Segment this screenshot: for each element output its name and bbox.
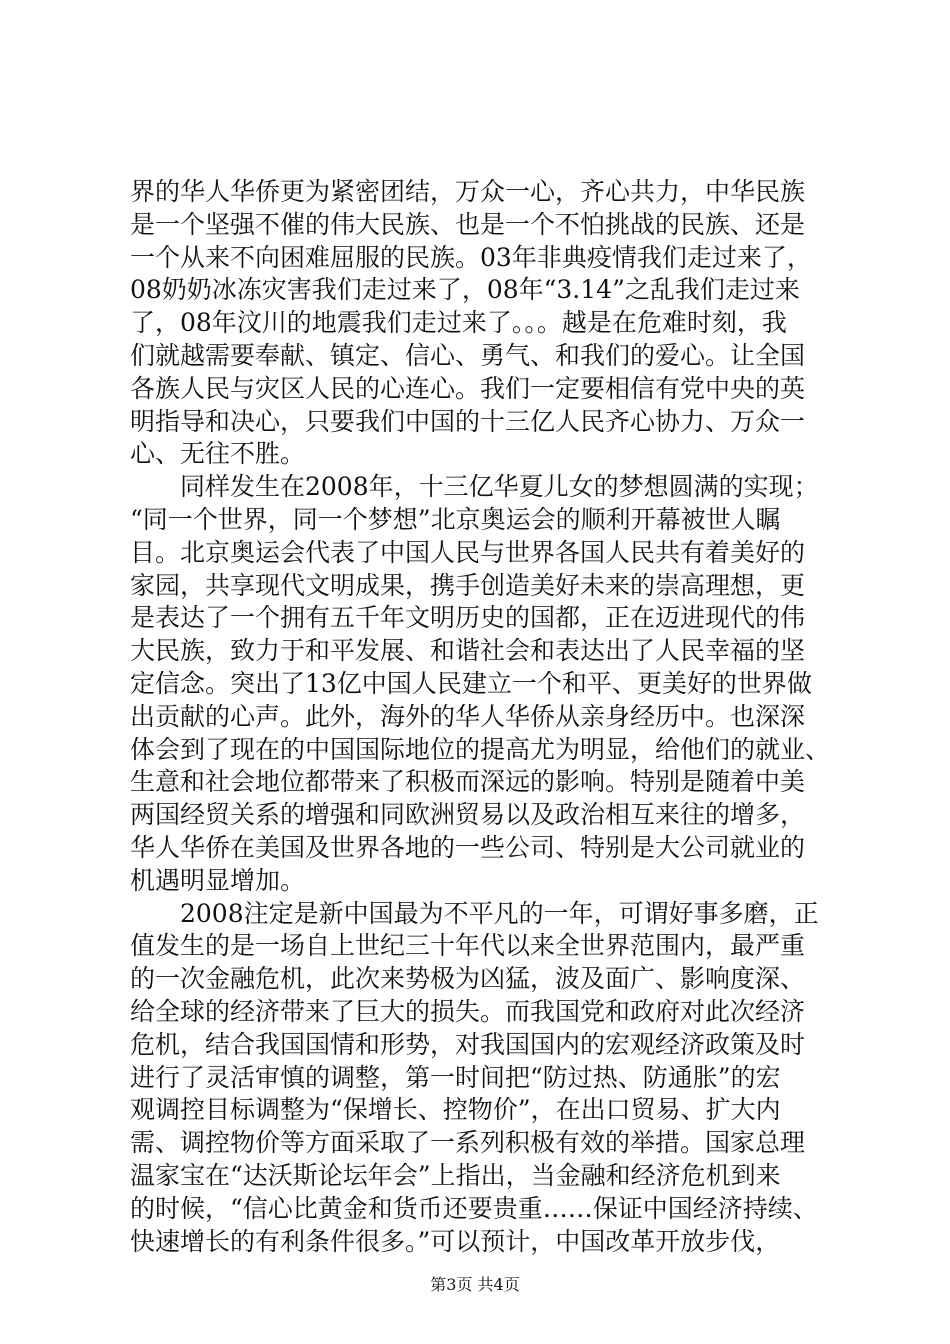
text-line: 同样发生在2008年，十三亿华夏儿女的梦想圆满的实现； xyxy=(130,472,819,502)
text-line: 了，08年汶川的地震我们走过来了。。。越是在危难时刻，我 xyxy=(130,308,787,338)
text-line: 家园，共享现代文明成果，携手创造美好未来的崇高理想，更 xyxy=(130,570,806,600)
text-line: 出贡献的心声。此外，海外的华人华侨从亲身经历中。也深深 xyxy=(130,701,806,731)
text-line: 大民族，致力于和平发展、和谐社会和表达出了人民幸福的坚 xyxy=(130,636,806,666)
body-text xyxy=(130,176,844,1258)
text-line: 定信念。突出了13亿中国人民建立一个和平、更美好的世界做 xyxy=(130,668,812,698)
text-line: “同一个世界，同一个梦想”北京奥运会的顺利开幕被世人瞩 xyxy=(130,504,781,534)
text-line: 需、调控物价等方面采取了一系列积极有效的举措。国家总理 xyxy=(130,1128,806,1158)
text-line: 机遇明显增加。 xyxy=(130,865,306,895)
text-line: 各族人民与灾区人民的心连心。我们一定要相信有党中央的英 xyxy=(130,373,806,403)
text-line: 们就越需要奉献、镇定、信心、勇气、和我们的爱心。让全国 xyxy=(130,340,806,370)
page-footer: 第3页 共4页 xyxy=(430,1275,520,1294)
text-line: 一个从来不向困难屈服的民族。03年非典疫情我们走过来了， xyxy=(130,242,812,272)
text-line: 体会到了现在的中国国际地位的提高尤为明显，给他们的就业、 xyxy=(130,734,831,764)
text-line: 是表达了一个拥有五千年文明历史的国都，正在迈进现代的伟 xyxy=(130,603,806,633)
text-line: 生意和社会地位都带来了积极而深远的影响。特别是随着中美 xyxy=(130,767,806,797)
text-line: 2008注定是新中国最为不平凡的一年，可谓好事多磨，正 xyxy=(130,898,819,928)
text-line: 给全球的经济带来了巨大的损失。而我国党和政府对此次经济 xyxy=(130,996,806,1026)
text-line: 快速增长的有利条件很多。”可以预计，中国改革开放步伐， xyxy=(130,1226,781,1256)
text-line: 进行了灵活审慎的调整，第一时间把“防过热、防通胀”的宏 xyxy=(130,1062,781,1092)
text-line: 心、无往不胜。 xyxy=(130,439,306,469)
text-line: 温家宝在“达沃斯论坛年会”上指出，当金融和经济危机到来 xyxy=(130,1160,781,1190)
text-line: 观调控目标调整为“保增长、控物价”，在出口贸易、扩大内 xyxy=(130,1095,781,1125)
text-line: 危机，结合我国国情和形势，对我国国内的宏观经济政策及时 xyxy=(130,1029,806,1059)
text-line: 的一次金融危机，此次来势极为凶猛，波及面广、影响度深、 xyxy=(130,964,806,994)
text-line: 08奶奶冰冻灾害我们走过来了，08年“3.14”之乱我们走过来 xyxy=(130,275,800,305)
text-line: 值发生的是一场自上世纪三十年代以来全世界范围内，最严重 xyxy=(130,931,806,961)
text-line: 华人华侨在美国及世界各地的一些公司、特别是大公司就业的 xyxy=(130,832,806,862)
text-line: 两国经贸关系的增强和同欧洲贸易以及政治相互来往的增多， xyxy=(130,800,806,830)
text-line: 是一个坚强不催的伟大民族、也是一个不怕挑战的民族、还是 xyxy=(130,209,806,239)
text-line: 目。北京奥运会代表了中国人民与世界各国人民共有着美好的 xyxy=(130,537,806,567)
text-line: 的时候，“信心比黄金和货币还要贵重……保证中国经济持续、 xyxy=(130,1193,818,1223)
text-line: 明指导和决心，只要我们中国的十三亿人民齐心协力、万众一 xyxy=(130,406,806,436)
text-line: 界的华人华侨更为紧密团结，万众一心，齐心共力，中华民族 xyxy=(130,177,806,206)
